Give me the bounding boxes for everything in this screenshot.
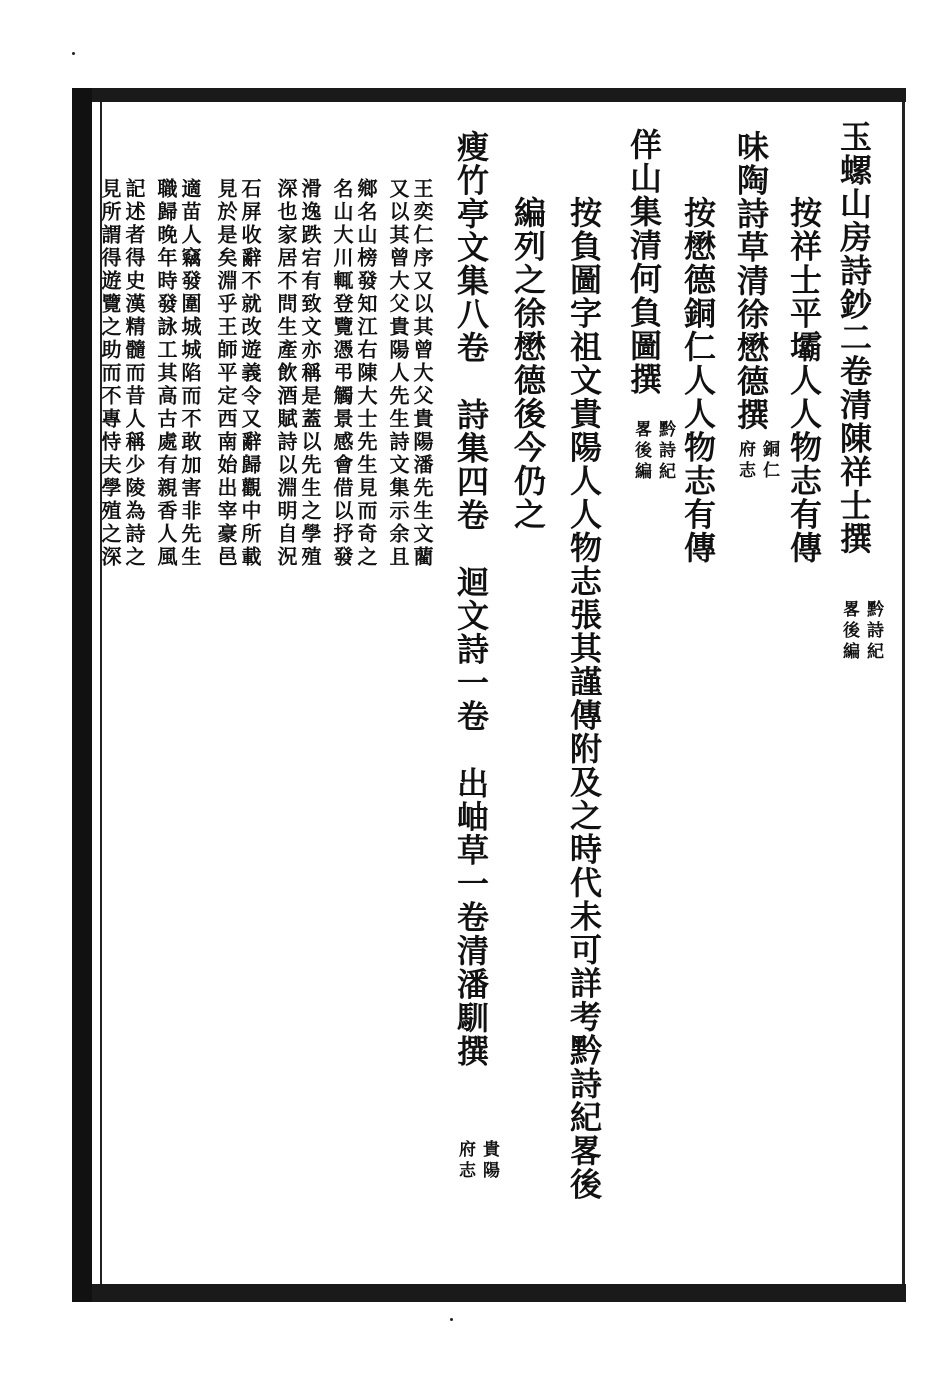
entry-comment-1: 按祥士平壩人人物志有傳 — [785, 196, 823, 565]
preface-line-9: 適苗人竊發圍城城陷而不敢加害非先生 — [178, 178, 202, 569]
frame-right-rule — [902, 102, 905, 1284]
entry-note-3a: 黔詩紀 — [655, 420, 675, 483]
entry-note-3b: 畧後編 — [631, 420, 651, 483]
preface-line-7: 石屏收辭不就改遊義令又辭歸觀中所載 — [238, 178, 262, 569]
preface-line-12: 見所謂得遊覽之助而不專恃夫學殖之深 — [98, 178, 122, 569]
entry-note-1b: 畧後編 — [839, 600, 859, 663]
entry-note-2a: 銅仁 — [759, 440, 779, 482]
preface-line-3: 鄉名山榜發知江右陳大士先生見而奇之 — [354, 178, 378, 569]
frame-top-border — [74, 88, 906, 102]
entry-comment-2: 按懋德銅仁人人物志有傳 — [679, 196, 717, 565]
entry-comment-3: 按負圖字祖文貴陽人人物志張其謹傳附及之時代未可詳考黔詩紀畧後 — [565, 196, 603, 1201]
entry-title-1: 玉螺山房詩鈔二卷清陳祥士撰 — [835, 120, 873, 556]
entry-note-4a: 貴陽 — [479, 1140, 499, 1182]
entry-comment-3-cont: 編列之徐懋德後今仍之 — [509, 196, 547, 531]
ink-speck — [72, 52, 75, 55]
preface-line-5: 滑逸跌宕有致文亦稱是蓋以先生之學殖 — [298, 178, 322, 569]
entry-title-3: 佯山集清何負圖撰 — [625, 128, 663, 396]
ink-speck — [450, 1318, 453, 1321]
entry-title-2: 味陶詩草清徐懋德撰 — [732, 130, 770, 432]
entry-note-4b: 府志 — [455, 1140, 475, 1182]
entry-title-4: 瘦竹亭文集八卷 詩集四卷 迴文詩一卷 出岫草一卷清潘馴撰 — [452, 130, 490, 1068]
preface-line-6: 深也家居不問生產飲酒賦詩以淵明自況 — [274, 178, 298, 569]
preface-line-10: 職歸晚年時發詠工其高古處有親香人風 — [154, 178, 178, 569]
preface-line-11: 記述者得史漢精髓而昔人稱少陵為詩之 — [122, 178, 146, 569]
preface-line-4: 名山大川輒登覽憑弔觸景感會借以抒發 — [330, 178, 354, 569]
entry-note-2b: 府志 — [735, 440, 755, 482]
entry-note-1a: 黔詩紀 — [863, 600, 883, 663]
preface-line-1: 王奕仁序又以其曾大父貴陽潘先生文藺 — [410, 178, 434, 569]
frame-bottom-border — [74, 1284, 906, 1302]
preface-line-8: 見於是矣淵乎王師平定西南始出宰豪邑 — [214, 178, 238, 569]
preface-line-2: 又以其曾大父貴陽人先生詩文集示余且 — [386, 178, 410, 569]
frame-left-border — [72, 88, 92, 1302]
